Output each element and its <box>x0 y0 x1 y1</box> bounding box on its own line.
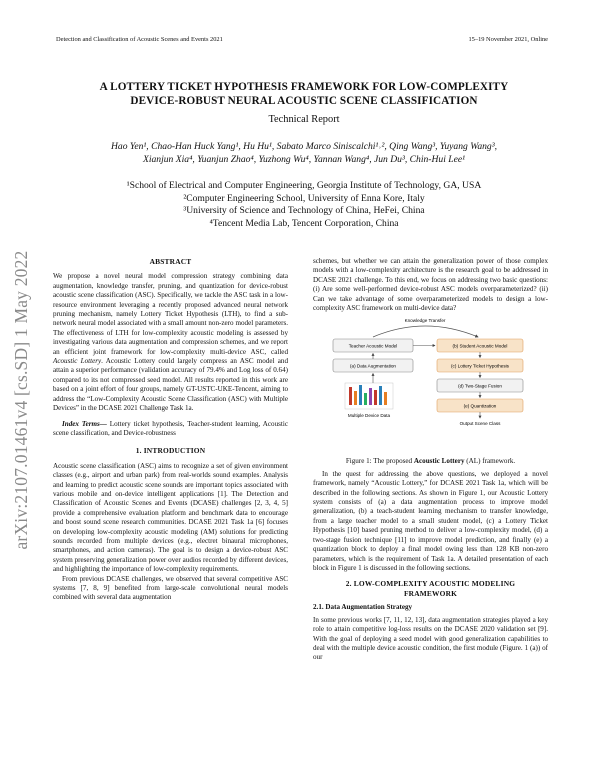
teacher-model-label: Teacher Acoustic Model <box>348 344 398 350</box>
framework-paragraph: In the quest for addressing the above questions, we deployed a novel framework, namely “Acoustic Lottery,” for DCASE 2021 Task 1a, which will be described in the following sections. As shown in Figure 1, our Acoustic Lottery system consists of (a) a data augmentation process to improve model generalization, (b) a teach-student learning mechanism to transfer knowledge, from a large teacher model to a small student model, (c) a Lottery Ticket Hypothesis [10] based pruning method to deliver a low-complexity model, (d) a two-stage fusion technique [11] to improve model prediction, and finally (e) a quantization block to deploy a final model owing less than 128 KB non-zero parameters, which is the requirement of Task 1a. A detailed presentation of each block in Figure 1 is discussed in the following sections. <box>313 469 548 572</box>
affiliation-2: ²Computer Engineering School, University of Enna Kore, Italy <box>183 192 425 204</box>
left-column <box>53 257 288 603</box>
affiliation-list <box>60 180 548 230</box>
section-2-heading-line-1: 2. LOW-COMPLEXITY ACOUSTIC MODELING <box>345 579 516 589</box>
subsection-2-1-heading: 2.1. Data Augmentation Strategy <box>313 603 413 612</box>
student-model-label: (b) Student Acoustic Model <box>452 344 508 350</box>
section-2-heading <box>313 579 548 598</box>
affiliation-4: ⁴Tencent Media Lab, Tencent Corporation, China <box>209 217 399 229</box>
caption-c: (AL) framework. <box>464 457 516 466</box>
lottery-ticket-label: (c) Lottery Ticket Hypothesis <box>451 364 509 370</box>
two-stage-fusion-label: (d) Two-Stage Fusion <box>458 384 502 390</box>
intro-paragraph-1: Acoustic scene classification (ASC) aims to recognize a set of given environment classes (e.g., airport and urban park) from real-worlds sound examples. Analysis and learning to predict acoustic scene sounds are important topics associated with various mobile and on-device intelligent applications [1]. The Detection and Classification of Acoustic Scenes and Events (DCASE) challenges [2, 3, 4, 5] provide a comprehensive evaluation platform and benchmark data to encourage and boost sound scene research communities. DCASE 2021 Task 1a [6] focuses on developing low-complexity acoustic modeling (AM) solutions for predicting sounds recorded from multiple devices (e.g., electret binaural microphones, smartphones, and action cameras). The goal is to design a device-robust ASC system preserving generalization power over audios recorded by different devices, and highlighting the importance of low-complexity requirements. <box>53 461 288 574</box>
author-list <box>60 140 548 166</box>
data-augmentation-label: (a) Data Augmentation <box>350 364 396 370</box>
knowledge-transfer-label: Knowledge Transfer <box>404 318 446 324</box>
output-scene-class-label: Output Scene Class <box>459 421 501 427</box>
caption-b: Acoustic Lottery <box>413 457 465 466</box>
arxiv-stamp-text: arXiv:2107.01461v4 [cs.SD] 1 May 2022 <box>11 250 31 550</box>
running-header-right: 15–19 November 2021, Online <box>468 36 548 43</box>
intro-paragraph-2: From previous DCASE challenges, we observed that several competitive ASC systems [7, 8, 9] benefited from large-scale convolutional neural models combined with several data augmentation <box>53 574 288 602</box>
figure-1 <box>313 315 548 453</box>
title-line-2: DEVICE-ROBUST NEURAL ACOUSTIC SCENE CLASSIFICATION <box>130 95 478 107</box>
multiple-device-data-label: Multiple Device Data <box>347 413 391 419</box>
section-2-heading-line-2: FRAMEWORK <box>403 588 458 598</box>
title-line-1: A LOTTERY TICKET HYPOTHESIS FRAMEWORK FOR LOW-COMPLEXITY <box>99 81 509 93</box>
index-terms-label: Index Terms— <box>62 419 107 428</box>
intro-paragraph-3: schemes, but whether we can attain the generalization power of those complex models with a low-complexity architecture is the research goal to be addressed in DCASE 2021 challenge. To this end, we focus on addressing two basic questions: (i) Are some well-performed device-robust ASC models overparameterized? (ii) Can we take advantage of some overparameterized models to design a low-complexity ASC framework on multi-device data? <box>313 257 548 313</box>
running-header-left: Detection and Classification of Acoustic Scenes and Events 2021 <box>56 36 223 43</box>
figure-1-caption <box>313 457 548 466</box>
paper-title <box>60 80 548 108</box>
abstract-heading: ABSTRACT <box>149 257 192 266</box>
author-line-1: Hao Yen¹, Chao-Han Huck Yang¹, Hu Hu¹, Sabato Marco Siniscalchi¹˒², Qing Wang³, Yuyang Wang³, <box>110 141 498 152</box>
affiliation-1: ¹School of Electrical and Computer Engineering, Georgia Institute of Technology, GA, USA <box>126 180 482 191</box>
augmentation-paragraph: In some previous works [7, 11, 12, 13], data augmentation strategies played a key role to attain competitive log-loss results on the DCASE 2020 validation set [9]. With the goal of deploying a seed model with good generalization capabilities to deal with the multiple device acoustic condition, the first module (Figure. 1 (a)) of our <box>313 615 548 662</box>
intro-heading: 1. INTRODUCTION <box>135 446 206 456</box>
abstract-text <box>53 272 288 413</box>
author-line-2: Xianjun Xia⁴, Yuanjun Zhao⁴, Yuzhong Wu⁴, Yannan Wang⁴, Jun Du³, Chin-Hui Lee¹ <box>142 154 466 165</box>
right-column <box>313 257 548 663</box>
paper-subtitle: Technical Report <box>268 114 340 125</box>
index-terms-text: Lottery ticket hypothesis, Teacher-student learning, Acoustic scene classification, and Device-robustness <box>53 419 288 437</box>
arxiv-stamp <box>10 200 32 600</box>
abstract-text-a: We propose a novel neural model compression strategy combining data augmentation, knowledge transfer, pruning, and quantization for device-robust acoustic scene classification (ASC). Specifically, we tackle the ASC task in a low-resource environment leveraging a recently proposed advanced neural network pruning mechanism, namely Lottery Ticket Hypothesis (LTH), to find a sub-network neural model associated with a small amount non-zero model parameters. The effectiveness of LTH for low-complexity acoustic modeling is assessed by investigating various data augmentation and compression schemes, and we report an efficient joint framework for low-complexity multi-device ASC, called <box>53 272 288 356</box>
multiple-device-data-graphic <box>345 383 393 409</box>
abstract-text-b: . Acoustic Lottery could largely compress an ASC model and attain a superior performance (validation accuracy of 79.4% and Log loss of 0.64) compared to its not compressed seed model. All results reported in this work are based on a joint effort of four groups, namely GT-USTC-UKE-Tencent, aiming to address the “Low-Complexity Acoustic Scene Classification (ASC) with Multiple Devices” in the DCASE 2021 Challenge Task 1a. <box>53 357 288 413</box>
caption-a: Figure 1: The proposed <box>345 457 414 466</box>
framework-diagram <box>313 315 548 453</box>
abstract-emphasis: Acoustic Lottery <box>53 357 102 366</box>
affiliation-3: ³University of Science and Technology of China, HeFei, China <box>183 205 425 217</box>
index-terms <box>53 420 288 439</box>
quantization-label: (e) Quantization <box>463 404 497 410</box>
knowledge-transfer-arrow <box>373 326 478 337</box>
